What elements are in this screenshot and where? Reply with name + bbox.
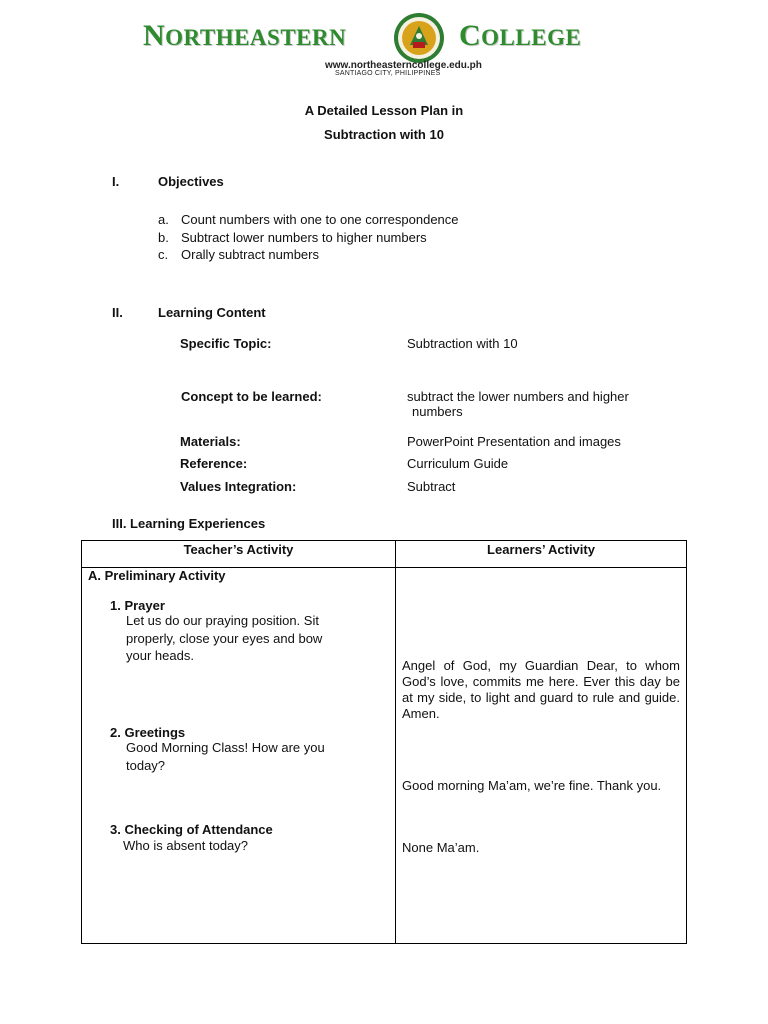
teacher-line: Let us do our praying position. Sit: [126, 613, 319, 628]
college-url: www.northeasterncollege.edu.ph: [325, 60, 482, 71]
table-column-divider: [395, 541, 396, 943]
materials-label: Materials:: [180, 434, 241, 449]
objective-text: Subtract lower numbers to higher numbers: [181, 230, 427, 245]
objective-letter: b.: [158, 230, 169, 245]
concept-value-line2: numbers: [412, 404, 463, 419]
objective-letter: c.: [158, 247, 169, 262]
learner-response-prayer: Angel of God, my Guardian Dear, to whom God’s love, commits me here. Ever this day be at my side, to light and guard to rule and guide. Amen.: [402, 658, 680, 721]
objective-item: [158, 230, 427, 245]
teacher-line: your heads.: [126, 648, 194, 663]
learner-response-greetings: Good morning Ma’am, we’re fine. Thank you.: [402, 778, 662, 793]
document-subtitle: Subtraction with 10: [324, 127, 444, 142]
objective-item: [158, 212, 459, 227]
college-seal-icon: [393, 12, 445, 64]
specific-topic-label: Specific Topic:: [180, 336, 272, 351]
section-heading-learning-experiences: III. Learning Experiences: [112, 516, 266, 531]
objective-text: Orally subtract numbers: [181, 247, 319, 262]
college-location: SANTIAGO CITY, PHILIPPINES: [335, 70, 441, 77]
objective-letter: a.: [158, 212, 169, 227]
section-number-learning-content: II.: [112, 305, 123, 320]
section-number-objectives: I.: [112, 174, 120, 189]
materials-value: PowerPoint Presentation and images: [407, 434, 621, 449]
teacher-line: Who is absent today?: [123, 838, 249, 853]
section-heading-objectives: Objectives: [158, 174, 224, 189]
preliminary-activity-heading: A. Preliminary Activity: [88, 568, 226, 583]
concept-label: Concept to be learned:: [181, 389, 322, 404]
teacher-line: today?: [126, 758, 166, 773]
activity-table: [81, 540, 687, 944]
section-heading-learning-content: Learning Content: [158, 305, 266, 320]
step-title-prayer: 1. Prayer: [110, 598, 165, 613]
concept-value-line1: subtract the lower numbers and higher: [407, 389, 629, 404]
document-title: A Detailed Lesson Plan in: [304, 103, 464, 118]
teacher-activity-header: Teacher’s Activity: [183, 542, 294, 557]
specific-topic-value: Subtraction with 10: [407, 336, 518, 351]
reference-label: Reference:: [180, 456, 248, 471]
values-integration-value: Subtract: [407, 479, 456, 494]
objective-item: [158, 247, 319, 262]
teacher-line: Good Morning Class! How are you: [126, 740, 325, 755]
step-title-greetings: 2. Greetings: [110, 725, 186, 740]
learner-activity-header: Learners’ Activity: [487, 542, 595, 557]
learner-response-attendance: None Ma’am.: [402, 840, 480, 855]
college-name-right: COLLEGE: [459, 19, 582, 52]
college-name-left: NORTHEASTERN: [143, 19, 347, 52]
teacher-line: properly, close your eyes and bow: [126, 631, 323, 646]
values-integration-label: Values Integration:: [180, 479, 297, 494]
objective-text: Count numbers with one to one correspondence: [181, 212, 459, 227]
reference-value: Curriculum Guide: [407, 456, 509, 471]
step-title-attendance: 3. Checking of Attendance: [110, 822, 273, 837]
